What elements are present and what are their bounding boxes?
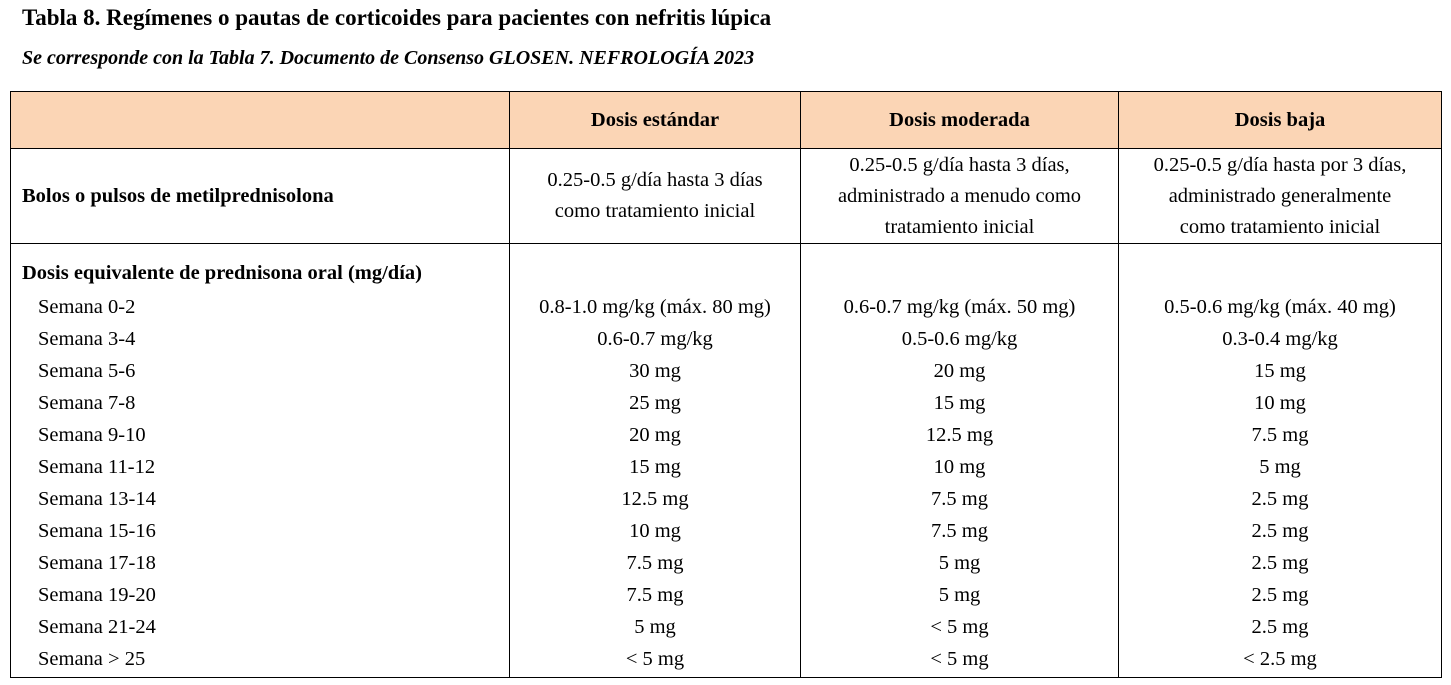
dose-value-baja: 2.5 mg bbox=[1251, 488, 1309, 510]
dose-value-baja: 15 mg bbox=[1254, 360, 1306, 382]
week-label: Semana > 25 bbox=[38, 648, 146, 670]
dose-value-estandar: 7.5 mg bbox=[626, 584, 684, 606]
week-label: Semana 15-16 bbox=[38, 520, 156, 542]
cell-line: administrado generalmente bbox=[1168, 184, 1392, 207]
dose-value-estandar: 30 mg bbox=[629, 360, 681, 382]
prednisona-label: Dosis equivalente de prednisona oral (mg/día) bbox=[22, 262, 422, 284]
dose-value-moderada: < 5 mg bbox=[930, 648, 989, 670]
dose-value-estandar: 25 mg bbox=[629, 392, 681, 414]
cell-line: administrado a menudo como bbox=[837, 184, 1082, 207]
dose-value-moderada: 12.5 mg bbox=[925, 424, 994, 446]
cell-line: como tratamiento inicial bbox=[554, 200, 756, 222]
dose-value-baja: 7.5 mg bbox=[1251, 424, 1309, 446]
dose-value-estandar: 7.5 mg bbox=[626, 552, 684, 574]
dose-value-moderada: 0.6-0.7 mg/kg (máx. 50 mg) bbox=[843, 296, 1076, 318]
bolos-row bbox=[11, 149, 1442, 244]
dose-value-estandar: 10 mg bbox=[629, 520, 681, 542]
dose-value-moderada: 0.5-0.6 mg/kg bbox=[901, 328, 1018, 350]
dose-value-baja: 2.5 mg bbox=[1251, 616, 1309, 638]
bolos-moderada-cell bbox=[801, 149, 1119, 244]
bolos-label: Bolos o pulsos de metilprednisolona bbox=[11, 149, 510, 244]
bolos-baja-cell bbox=[1119, 149, 1442, 244]
estandar-column bbox=[510, 244, 801, 678]
cell-line: 0.25-0.5 g/día hasta 3 días bbox=[547, 169, 763, 191]
dose-value-moderada: 10 mg bbox=[933, 456, 986, 478]
dose-value-estandar: < 5 mg bbox=[625, 648, 685, 670]
dose-value-estandar: 5 mg bbox=[634, 616, 676, 638]
cell-line: tratamiento inicial bbox=[884, 215, 1035, 238]
header-empty-cell bbox=[11, 92, 510, 149]
header-dosis-moderada: Dosis moderada bbox=[801, 92, 1119, 149]
moderada-values bbox=[801, 291, 1118, 675]
header-dosis-estandar: Dosis estándar bbox=[510, 92, 801, 149]
table-subtitle: Se corresponde con la Tabla 7. Documento de Consenso GLOSEN. NEFROLOGÍA 2023 bbox=[22, 47, 755, 69]
weeks-list bbox=[22, 291, 509, 675]
week-label: Semana 17-18 bbox=[38, 552, 156, 574]
dose-value-baja: 2.5 mg bbox=[1251, 552, 1309, 574]
dose-value-moderada: < 5 mg bbox=[930, 616, 989, 638]
dose-value-baja: 5 mg bbox=[1259, 456, 1301, 478]
dose-value-estandar: 15 mg bbox=[629, 456, 681, 478]
dose-value-baja: 2.5 mg bbox=[1251, 520, 1309, 542]
dose-value-baja: < 2.5 mg bbox=[1243, 648, 1317, 670]
week-label: Semana 13-14 bbox=[38, 488, 156, 510]
table-title: Tabla 8. Regímenes o pautas de corticoides para pacientes con nefritis lúpica bbox=[22, 5, 772, 30]
dose-value-estandar: 0.8-1.0 mg/kg (máx. 80 mg) bbox=[539, 296, 771, 318]
weeks-column bbox=[11, 244, 510, 678]
baja-column bbox=[1119, 244, 1442, 678]
dose-value-moderada: 15 mg bbox=[933, 392, 986, 414]
week-label: Semana 11-12 bbox=[38, 456, 156, 478]
dose-value-estandar: 20 mg bbox=[629, 424, 681, 446]
week-label: Semana 9-10 bbox=[38, 424, 146, 446]
dose-value-estandar: 0.6-0.7 mg/kg bbox=[597, 328, 713, 350]
week-label: Semana 3-4 bbox=[38, 328, 136, 350]
prednisona-row bbox=[11, 244, 1442, 678]
week-label: Semana 21-24 bbox=[38, 616, 156, 638]
cell-line: como tratamiento inicial bbox=[1179, 215, 1381, 238]
dose-value-baja: 0.3-0.4 mg/kg bbox=[1222, 328, 1338, 350]
header-row bbox=[11, 92, 1442, 149]
baja-values bbox=[1119, 291, 1441, 675]
cell-line: 0.25-0.5 g/día hasta 3 días, bbox=[849, 153, 1070, 176]
dose-value-baja: 0.5-0.6 mg/kg (máx. 40 mg) bbox=[1164, 296, 1396, 318]
estandar-values bbox=[510, 291, 800, 675]
week-label: Semana 19-20 bbox=[38, 584, 156, 606]
moderada-column bbox=[801, 244, 1119, 678]
dose-value-moderada: 20 mg bbox=[933, 360, 986, 382]
dose-value-moderada: 5 mg bbox=[938, 552, 981, 574]
dose-value-moderada: 7.5 mg bbox=[931, 488, 988, 510]
corticoid-regimen-table bbox=[10, 91, 1442, 678]
cell-line: 0.25-0.5 g/día hasta por 3 días, bbox=[1153, 153, 1407, 176]
week-label: Semana 5-6 bbox=[38, 360, 136, 382]
dose-value-moderada: 5 mg bbox=[938, 584, 981, 606]
week-label: Semana 7-8 bbox=[38, 392, 136, 414]
dose-value-baja: 10 mg bbox=[1254, 392, 1306, 414]
dose-value-baja: 2.5 mg bbox=[1251, 584, 1309, 606]
dose-value-moderada: 7.5 mg bbox=[931, 520, 988, 542]
header-dosis-baja: Dosis baja bbox=[1119, 92, 1442, 149]
bolos-estandar-cell bbox=[510, 149, 801, 244]
week-label: Semana 0-2 bbox=[38, 296, 136, 318]
dose-value-estandar: 12.5 mg bbox=[621, 488, 689, 510]
